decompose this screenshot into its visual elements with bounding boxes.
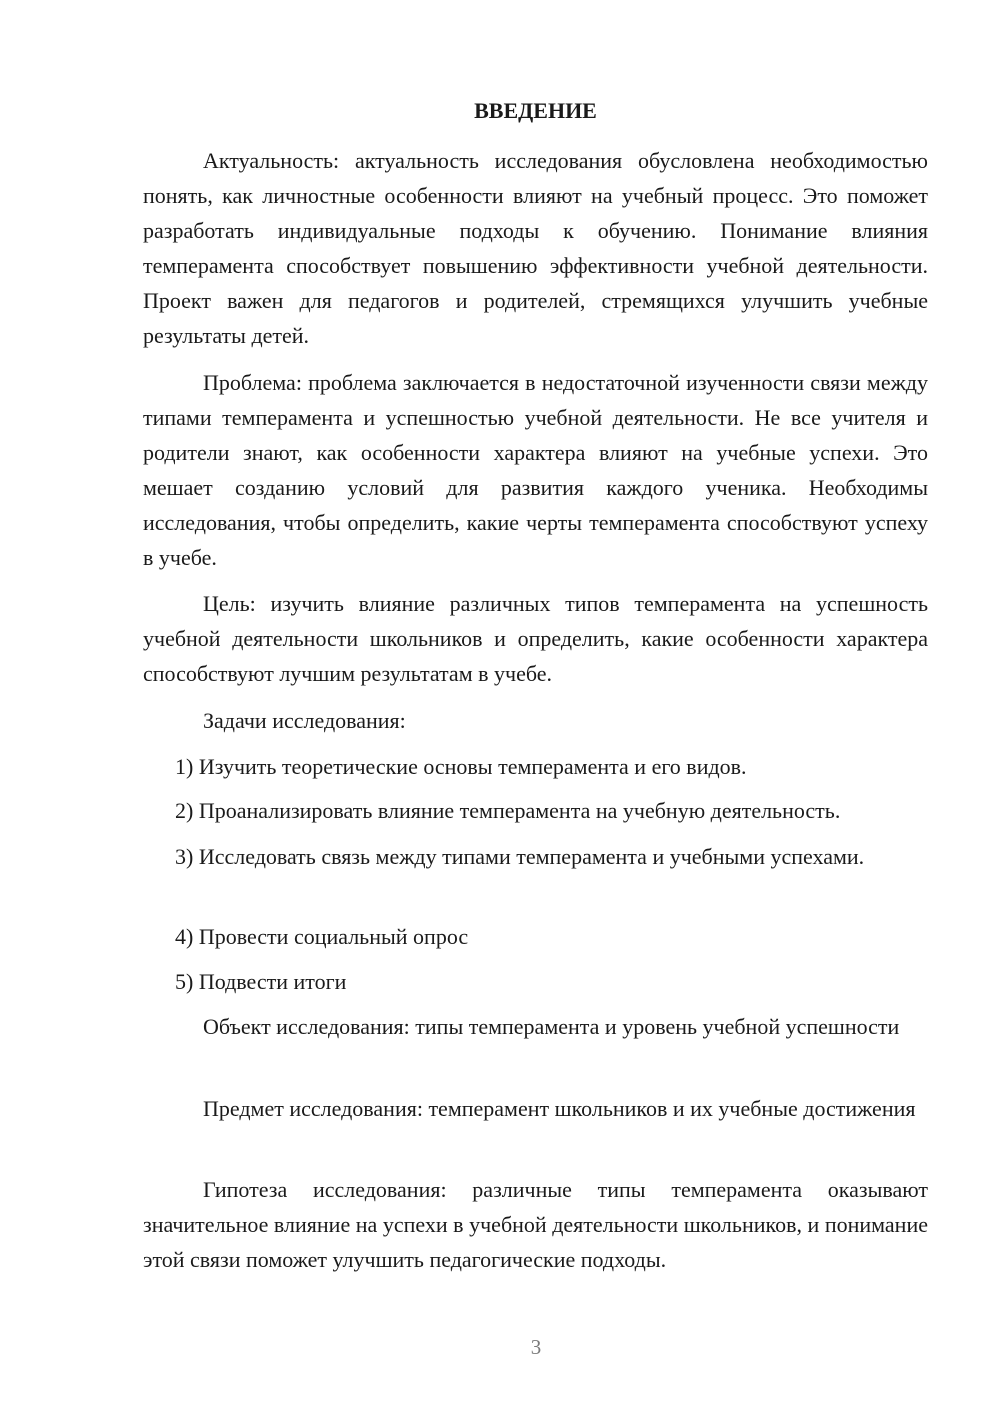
paragraph-relevance: Актуальность: актуальность исследования обусловлена необходимостью понять, как личностные особенности влияют на учебный процесс. Это поможет разработать индивидуальные подходы к обучению. Понимание влияния темперамента способствует повышению эффективности учебной деятельности. Проект важен для педагогов и родителей, стремящихся улучшить учебные результаты детей. [143,148,928,348]
paragraph-object: Объект исследования: типы темперамента и уровень учебной успешности [203,1014,900,1039]
task-item-5: 5) Подвести итоги [175,969,347,994]
paragraph-goal: Цель: изучить влияние различных типов темперамента на успешность учебной деятельности школьников и определить, какие особенности характера способствуют лучшим результатам в учебе. [143,591,928,686]
task-item-1: 1) Изучить теоретические основы темперамента и его видов. [175,754,747,779]
task-item-3: 3) Исследовать связь между типами темперамента и учебными успехами. [175,844,865,869]
page-number: 3 [530,1335,542,1359]
task-item-2: 2) Проанализировать влияние темперамента на учебную деятельность. [175,798,841,823]
paragraph-problem: Проблема: проблема заключается в недостаточной изученности связи между типами темперамента и успешностью учебной деятельности. Не все учителя и родители знают, как особенности характера влияют на учебные успехи. Это мешает созданию условий для развития каждого ученика. Необходимы исследования, чтобы определить, какие черты темперамента способствуют успеху в учебе. [143,370,928,570]
task-item-4: 4) Провести социальный опрос [175,924,469,949]
paragraph-subject: Предмет исследования: темперамент школьников и их учебные достижения [203,1096,916,1121]
page-title: ВВЕДЕНИЕ [474,98,597,123]
paragraph-hypothesis: Гипотеза исследования: различные типы темперамента оказывают значительное влияние на успехи в учебной деятельности школьников, и понимание этой связи поможет улучшить педагогические подходы. [143,1177,928,1272]
paragraph-tasks-heading: Задачи исследования: [203,708,406,733]
